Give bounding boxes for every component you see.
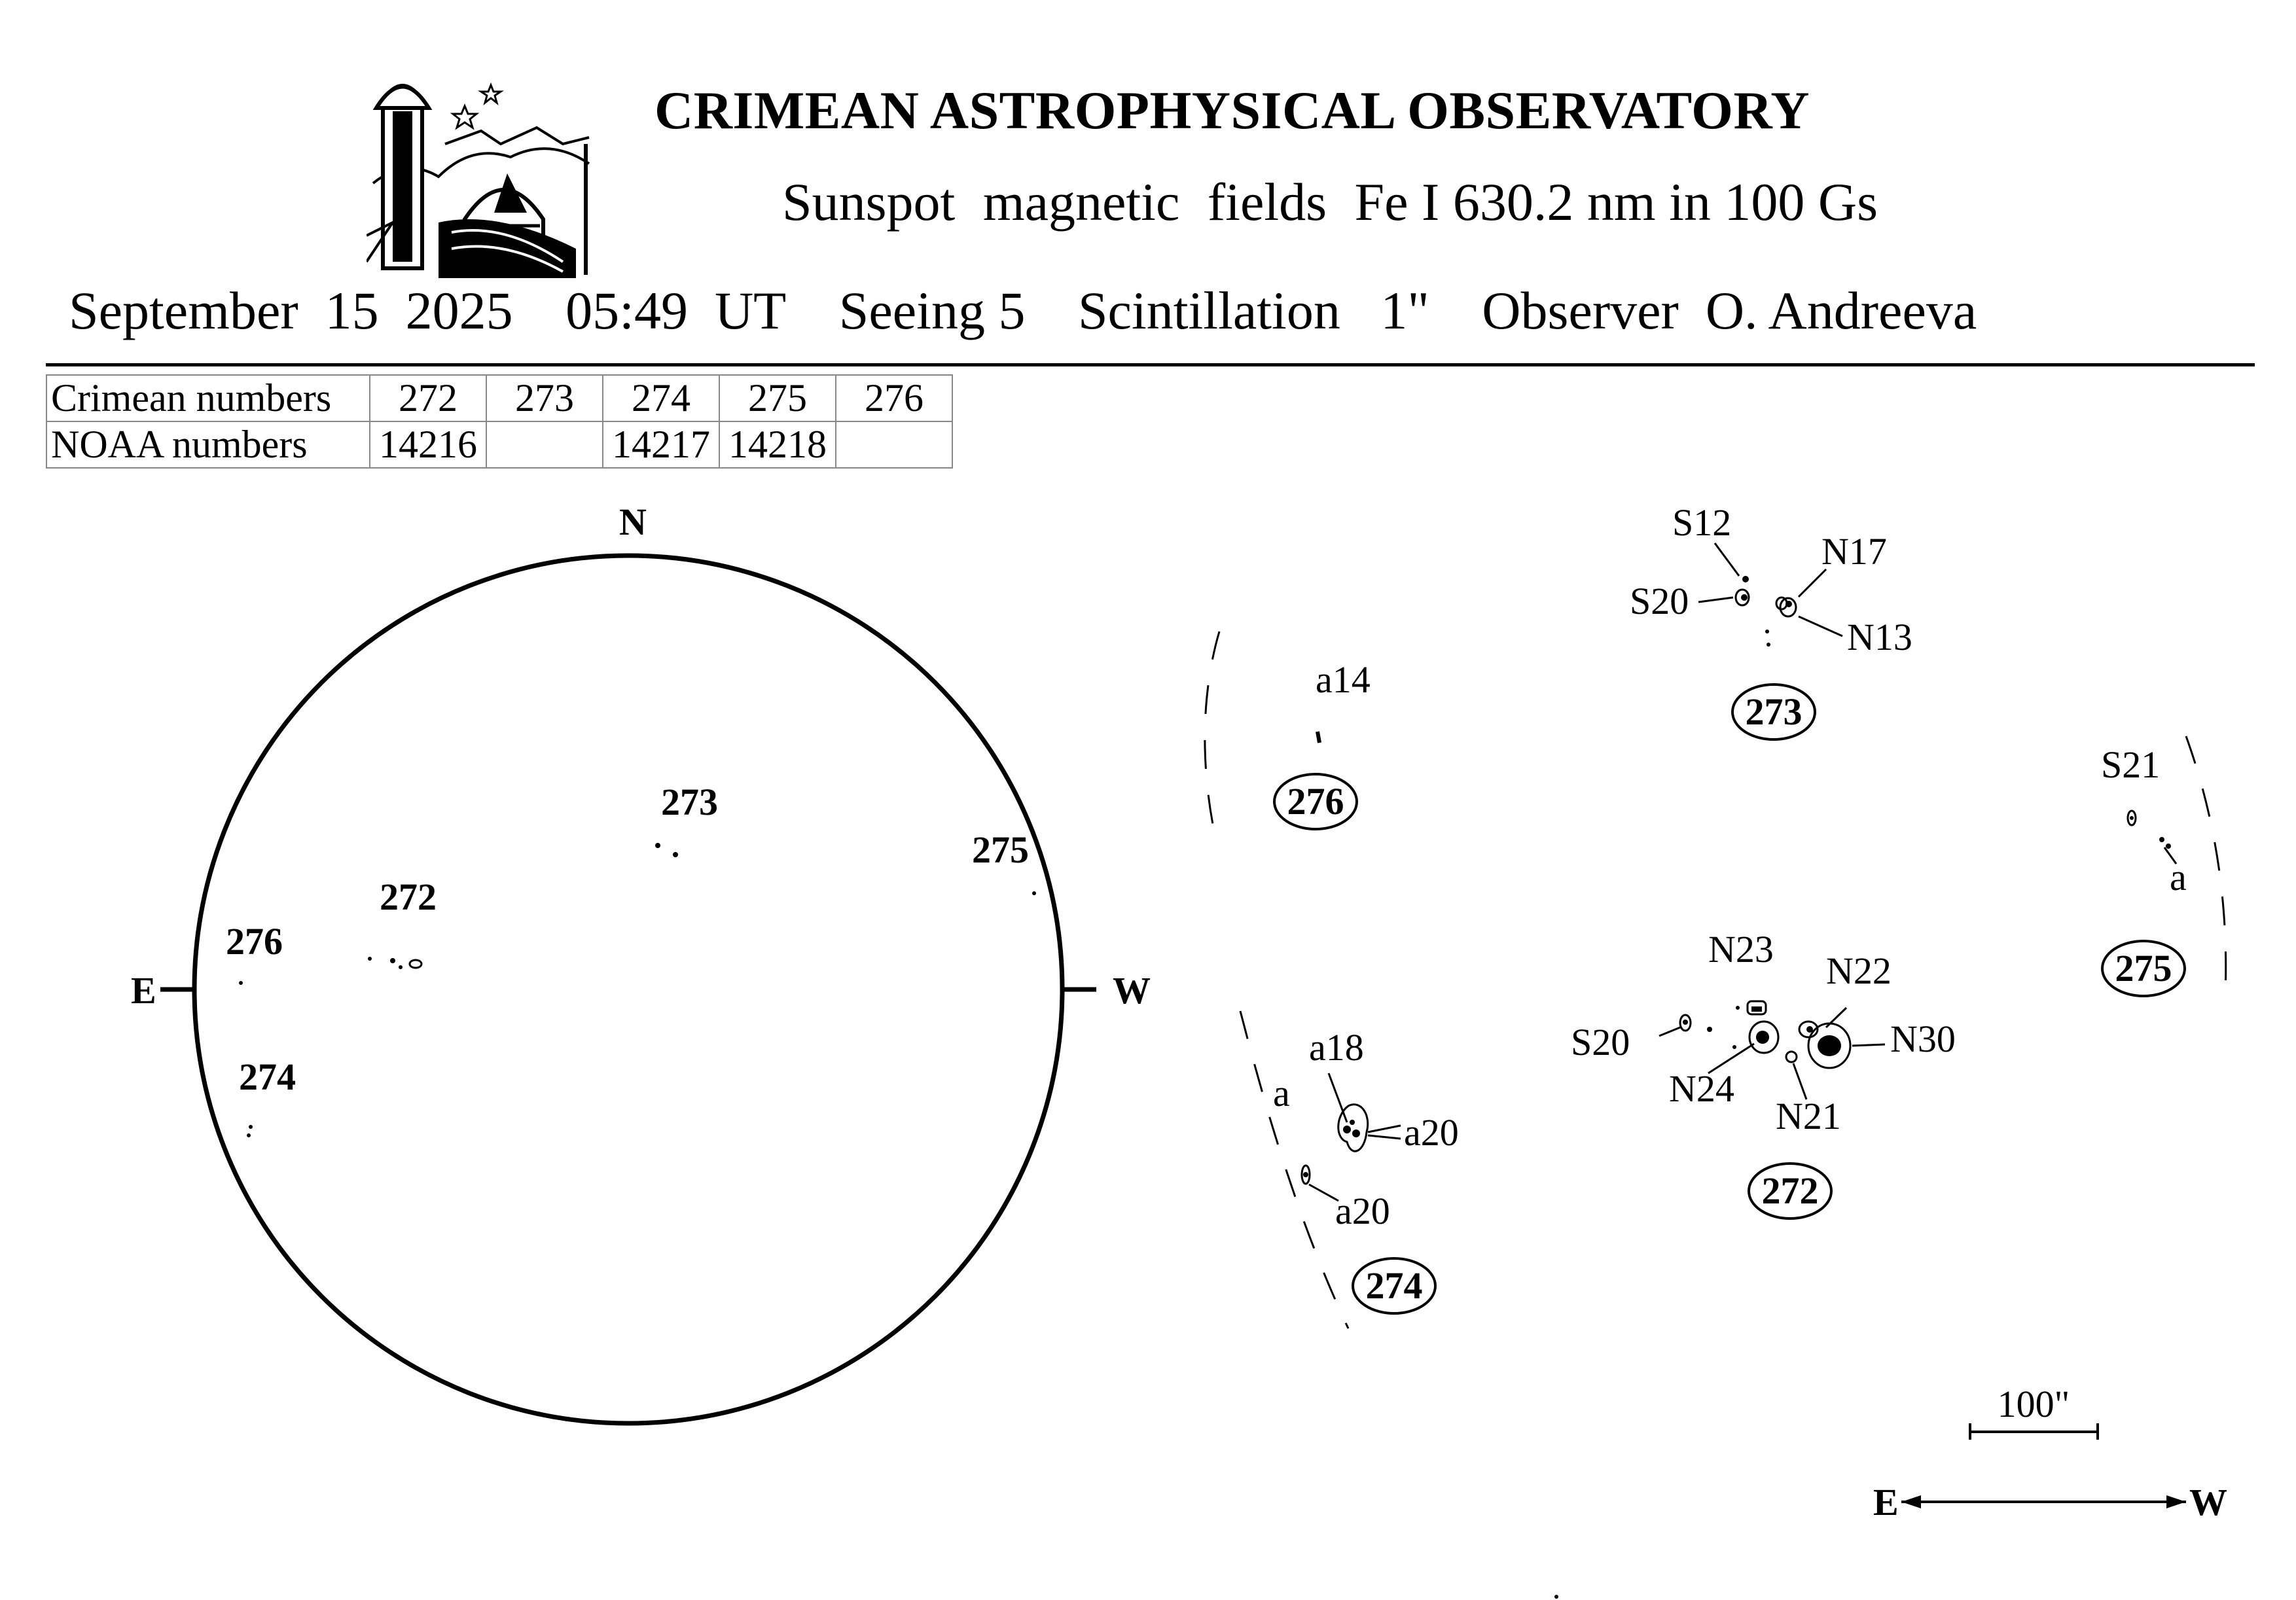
- disk-region-label: 276: [226, 920, 283, 963]
- page-title: CRIMEAN ASTROPHYSICAL OBSERVATORY: [655, 80, 1810, 140]
- scale-bar: [1970, 1383, 2098, 1440]
- observation-seeing: Seeing 5: [838, 281, 1026, 340]
- table-cell: 273: [486, 375, 603, 421]
- spot-field-label: N21: [1776, 1095, 1841, 1137]
- disk-region-label: 274: [239, 1056, 296, 1098]
- region-273-detail: [1630, 501, 1912, 739]
- subtitle-word: magnetic: [982, 172, 1180, 232]
- scale-label: 100": [1997, 1383, 2070, 1425]
- region-275-detail: [2101, 736, 2226, 996]
- west-label: W: [1113, 969, 1151, 1012]
- spot-field-label: N22: [1826, 950, 1892, 992]
- region-number: 276: [1287, 780, 1344, 823]
- table-cell: 272: [370, 375, 486, 421]
- region-number: 273: [1745, 690, 1803, 733]
- arrow-west-label: W: [2189, 1481, 2227, 1523]
- spot-field-label: a18: [1309, 1026, 1364, 1069]
- spot-field-label: a: [2170, 856, 2187, 898]
- spot-field-label: a: [1273, 1072, 1290, 1114]
- region-number: 274: [1365, 1264, 1423, 1307]
- disk-region-label: 272: [380, 876, 437, 918]
- disk-region-label: 275: [972, 828, 1029, 871]
- north-label: N: [619, 501, 647, 543]
- region-number: 272: [1761, 1169, 1819, 1212]
- spot-field-label: S20: [1630, 580, 1689, 622]
- observation-observer: Observer O. Andreeva: [1482, 281, 1977, 340]
- solar-disk: [194, 556, 1062, 1423]
- spot-field-label: S12: [1672, 501, 1732, 544]
- region-272-detail: [1571, 928, 1956, 1218]
- table-cell: 14218: [719, 421, 836, 468]
- disk-spots: [239, 843, 1036, 1137]
- subtitle-word: fields: [1207, 172, 1327, 232]
- stray-dot: [1554, 1595, 1558, 1599]
- east-label: E: [131, 969, 156, 1012]
- disk-region-label: 273: [661, 781, 718, 823]
- region-274-detail: [1240, 1011, 1459, 1328]
- observation-time: 05:49 UT: [565, 281, 787, 340]
- spot-field-label: N23: [1708, 928, 1774, 970]
- table-cell: 14217: [603, 421, 719, 468]
- east-west-arrow: [1873, 1481, 2227, 1523]
- spot-field-label: N17: [1821, 530, 1887, 573]
- spot-field-label: N24: [1669, 1067, 1734, 1110]
- subtitle-word: Fe I 630.2 nm in 100 Gs: [1354, 172, 1878, 232]
- table-cell: 275: [719, 375, 836, 421]
- spot-field-label: a20: [1335, 1190, 1390, 1232]
- spot-field-label: S21: [2101, 743, 2161, 786]
- subtitle-word: Sunspot: [782, 172, 956, 232]
- table-cell: 14216: [370, 421, 486, 468]
- spot-field-label: a14: [1316, 658, 1371, 701]
- observation-scintillation: Scintillation 1": [1077, 281, 1429, 340]
- arrow-east-label: E: [1873, 1481, 1899, 1523]
- region-number: 275: [2115, 947, 2172, 989]
- table-cell: 274: [603, 375, 719, 421]
- table-row-header: Crimean numbers: [46, 375, 370, 421]
- spot-field-label: N30: [1890, 1018, 1956, 1060]
- table-row-header: NOAA numbers: [46, 421, 370, 468]
- spot-field-label: S20: [1571, 1021, 1630, 1063]
- region-276-detail: [1205, 631, 1371, 831]
- table-cell: 276: [836, 375, 952, 421]
- observation-date: September 15 2025: [69, 281, 513, 340]
- spot-field-label: N13: [1847, 616, 1912, 658]
- spot-field-label: a20: [1404, 1111, 1459, 1154]
